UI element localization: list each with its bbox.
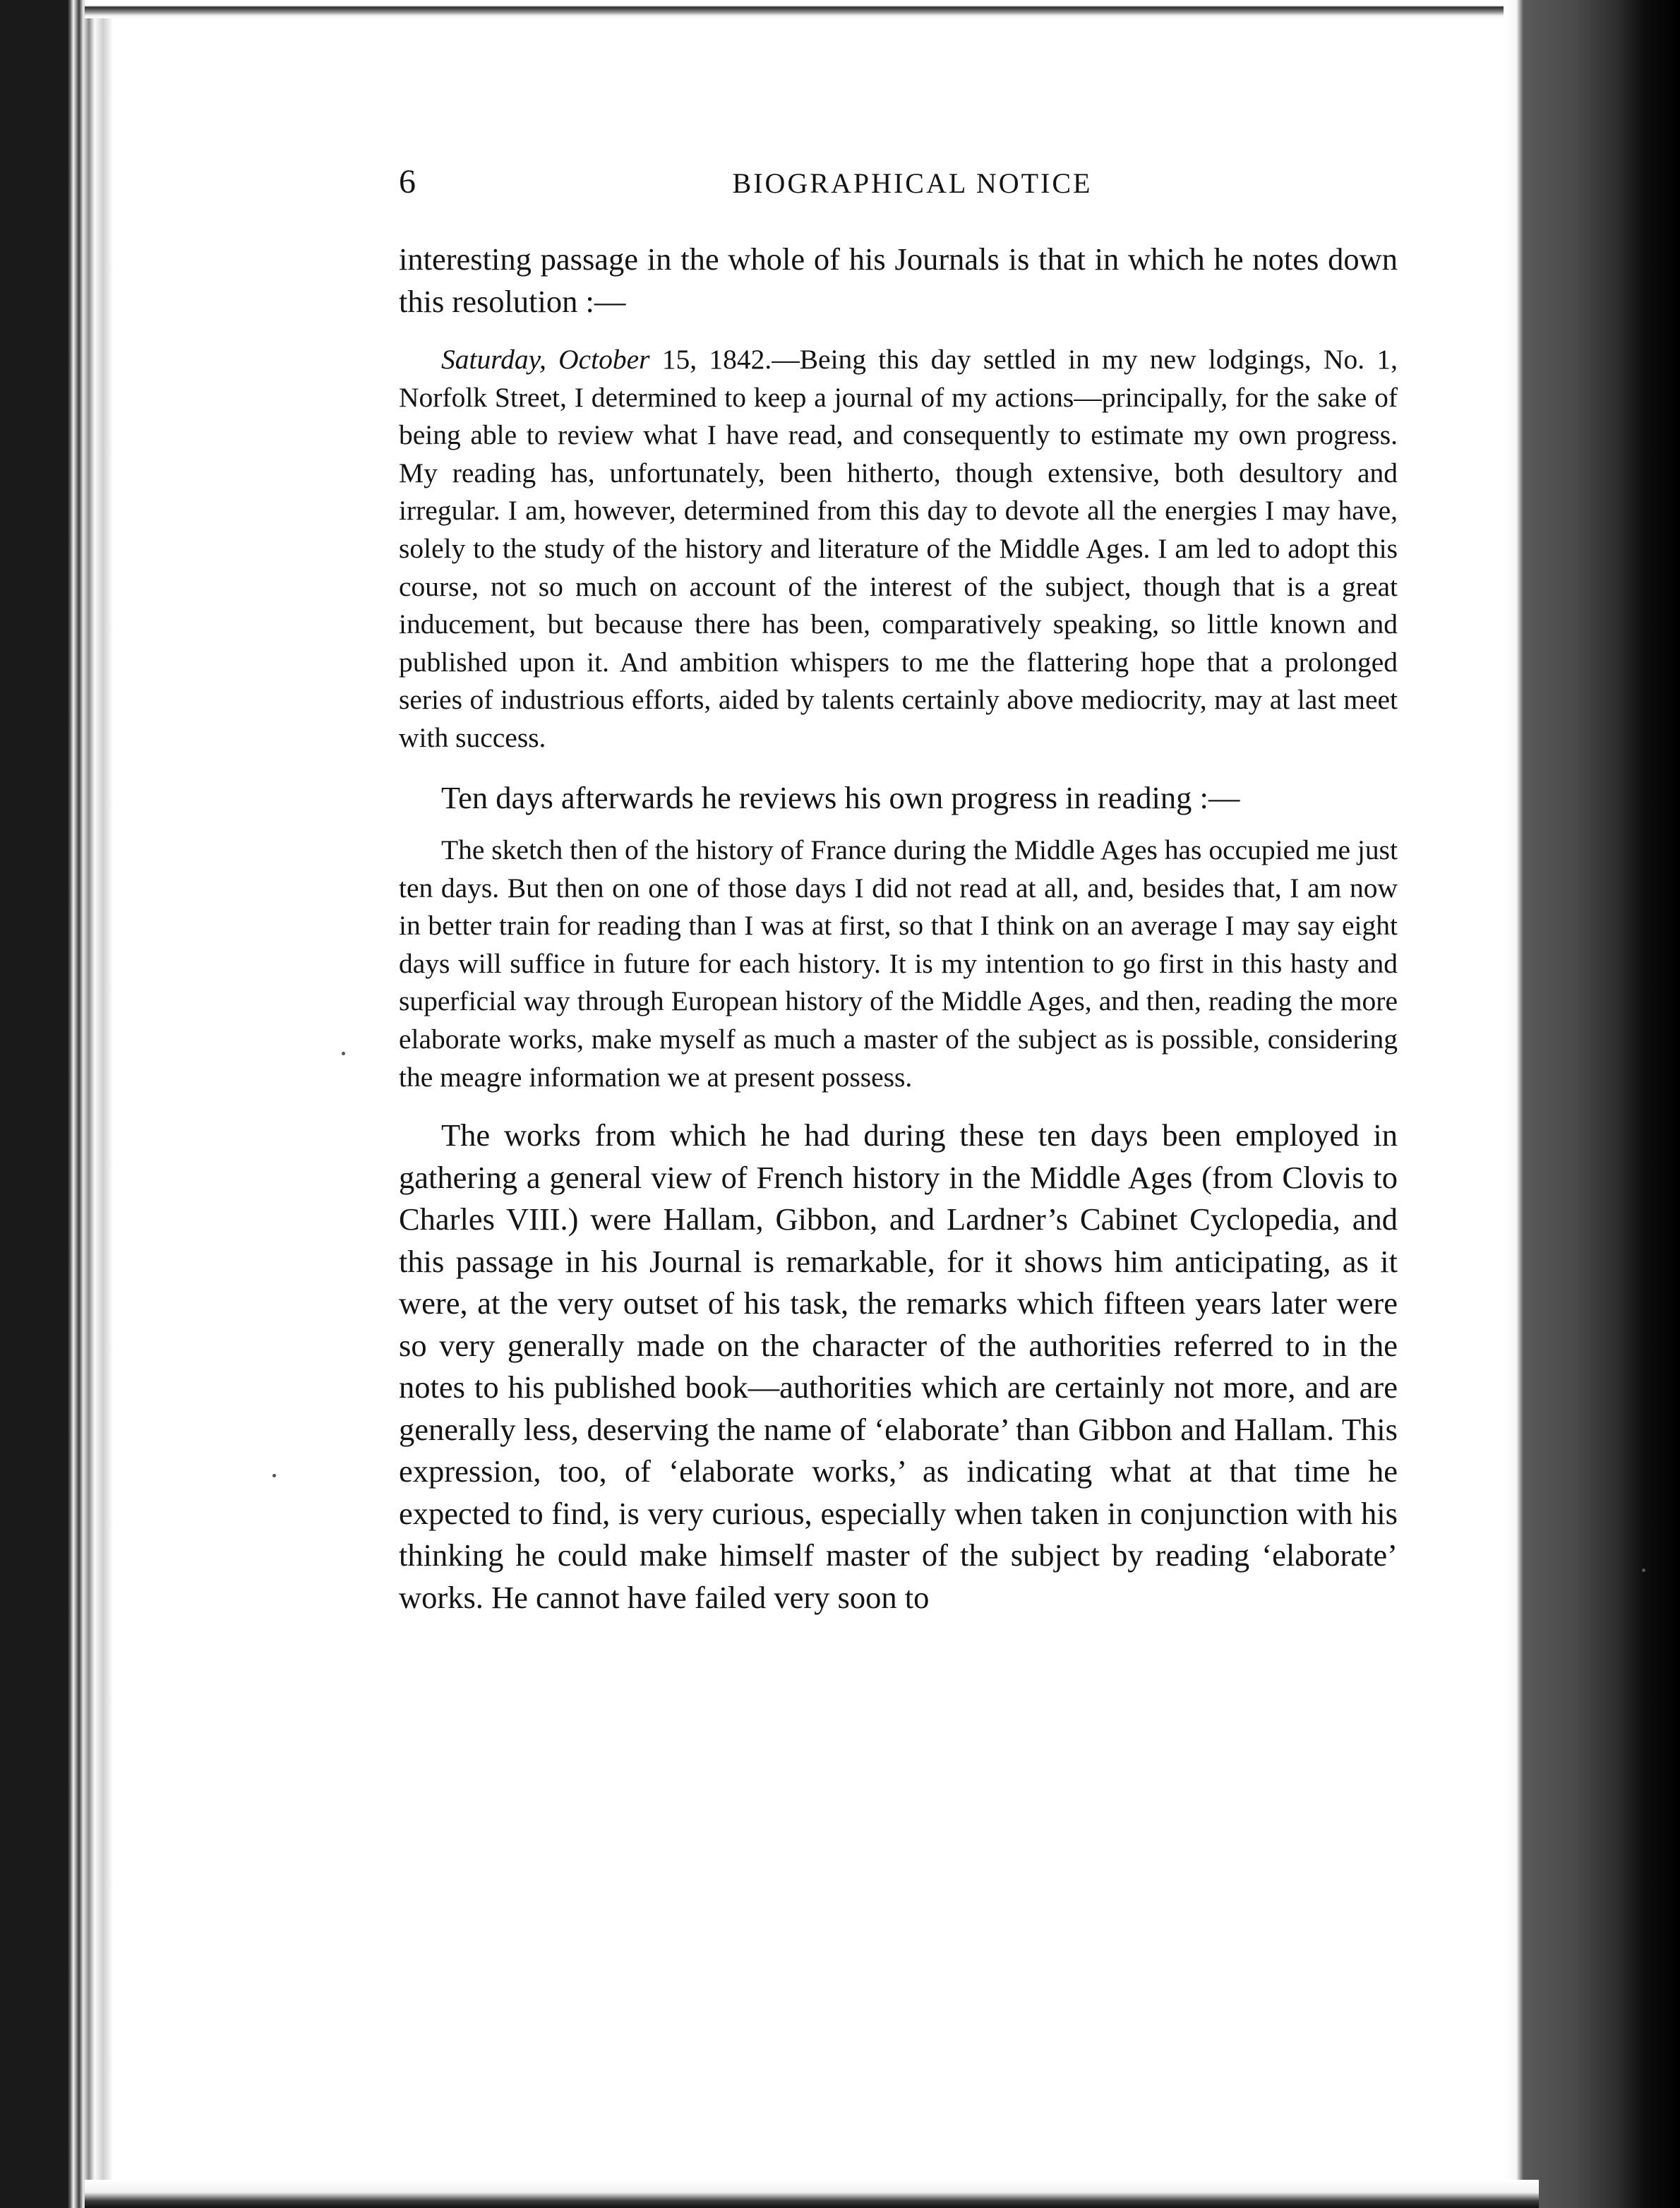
page-top-edge [85,0,1539,18]
journal-entry-2: The sketch then of the history of France during the Middle Ages has occupied me just ten days. But then on one of those days I did not read at all, and, besides that, I am now in better train for reading than I was at first, so that I think on an average I may say eight days will suffice in future for each history. It is my intention to go first in this hasty and superficial way through European history of the Middle Ages, and then, reading the more elaborate works, make myself as much a master of the subject as is possible, considering the meagre information we at present possess. [399,834,1398,1093]
journal-entry-date: Saturday, October [441,344,650,375]
scan-speck [1642,1568,1645,1572]
page-bottom-edge [85,2180,1539,2208]
scan-speck [272,1474,276,1477]
scan-speck [342,1052,345,1055]
journal-entry-1-text: 15, 1842.—Being this day settled in my new lodgings, No. 1, Norfolk Street, I determined to keep a journal of my actions—principally, for the sake of being able to review what I have read, and consequently to estimate my own progress. My reading has, unfortunately, been hitherto, though extensive, both desultory and irregular. I am, however, determined from this day to devote all the energies I may have, solely to the study of the history and literature of the Middle Ages. I am led to adopt this course, not so much on account of the interest of the subject, though that is a great inducement, but because there has been, comparatively speaking, so little known and published upon it. And ambition whispers to me the flattering hope that a prolonged series of industrious efforts, aided by talents certainly above mediocrity, may at last meet with success. [399,344,1398,753]
book-gutter-left [0,0,113,2208]
transition-paragraph: Ten days afterwards he reviews his own progress in reading :— [441,779,1240,815]
book-edge-right [1504,0,1680,2208]
page-number: 6 [399,163,416,200]
intro-paragraph: interesting passage in the whole of his Journals is that in which he notes down this resolution :— [399,241,1398,319]
book-page [399,162,1398,1619]
journal-entry-1 [399,341,1398,757]
closing-paragraph: The works from which he had during these ten days been employed in gathering a general view of French history in the Middle Ages (from Clovis to Charles VIII.) were Hallam, Gibbon, and Lardner’s Cabinet Cyclopedia, and this passage in his Journal is remarkable, for it shows him anticipating, as it were, at the very outset of his task, the remarks which fifteen years later were so very generally made on the character of the authorities referred to in the notes to his published book—authorities which are certainly not more, and are generally less, deserving the name of ‘elaborate’ than Gibbon and Hallam. This expression, too, of ‘elaborate works,’ as indicating what at that time he expected to find, is very curious, especially when taken in conjunction with his thinking he could make himself master of the subject by reading ‘elaborate’ works. He cannot have failed very soon to [399,1117,1398,1615]
running-head-title: BIOGRAPHICAL NOTICE [732,167,1093,199]
running-head [399,162,1398,205]
